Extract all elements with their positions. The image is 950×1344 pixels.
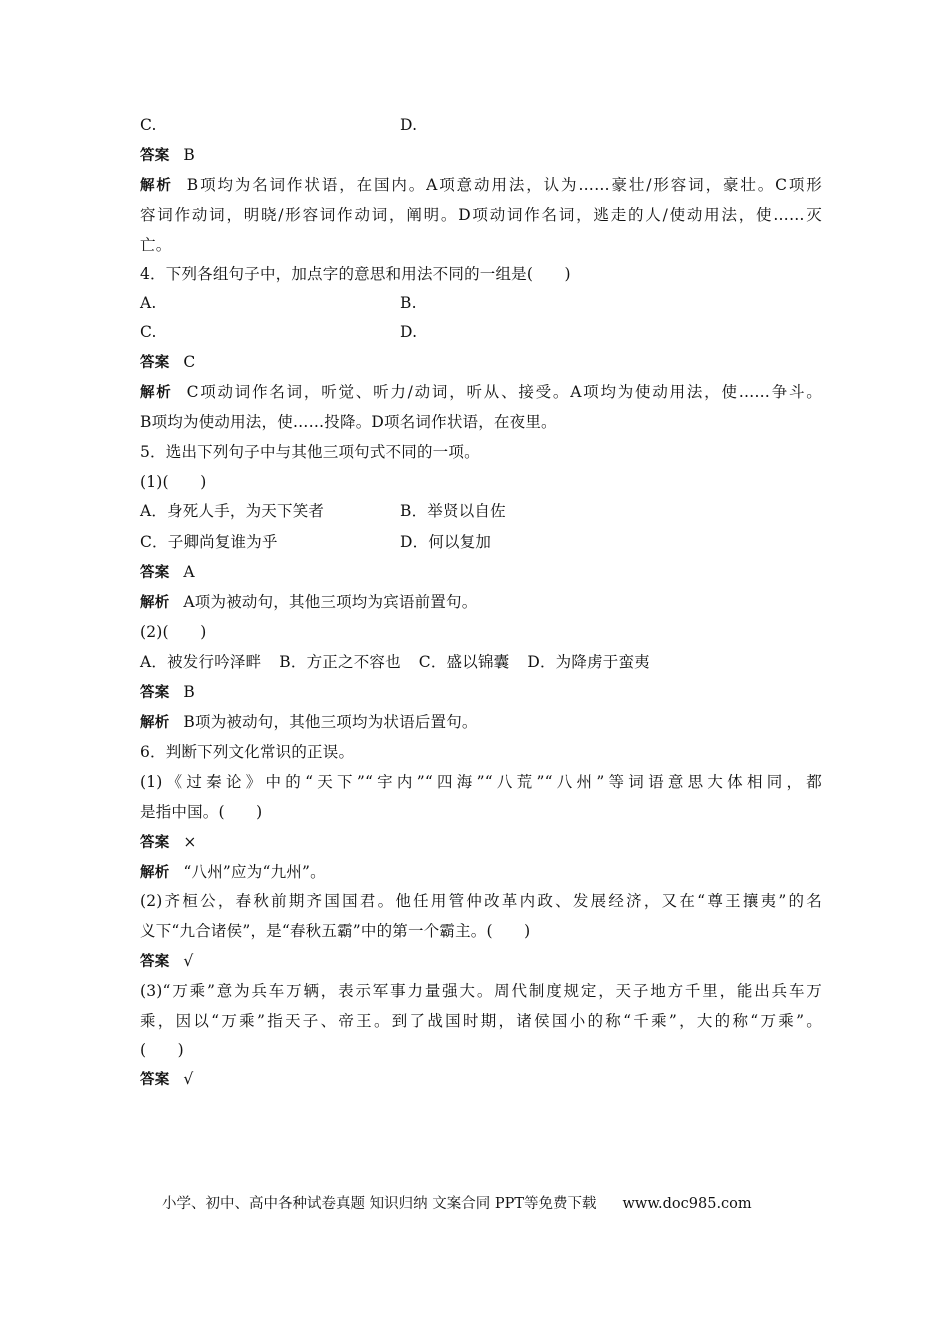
q3-analysis-line-3: 亡。: [140, 236, 172, 254]
q5-sub2-option-d: D．为降虏于蛮夷: [527, 653, 650, 671]
q6-item1-answer: [140, 832, 820, 853]
q5-sub1-option-d: D．何以复加: [400, 533, 492, 551]
answer-label: 答案: [140, 565, 170, 581]
q4-option-c: C.: [140, 323, 157, 341]
page-footer: [162, 1192, 802, 1213]
q5-sub2-option-b: B．方正之不容也: [279, 653, 401, 671]
analysis-text: “八州”应为“九州”。: [183, 863, 326, 881]
q5-sub1-option-b: B．举贤以自佐: [400, 502, 506, 520]
q4-analysis-line-2: B项均为使动用法，使……投降。D项名词作状语，在夜里。: [140, 413, 557, 431]
footer-url[interactable]: www.doc985.com: [622, 1196, 752, 1212]
q6-item1-line-1: (1)《过秦论》中的“天下”“宇内”“四海”“八荒”“八州”等词语意思大体相同，都: [140, 773, 822, 791]
q5-sub2-stem: (2)( ): [140, 623, 207, 641]
q6-item1-line-2: 是指中国。( ): [140, 803, 263, 821]
answer-value: A: [183, 563, 195, 581]
analysis-text: B项均为名词作状语，在国内。A项意动用法，认为……豪壮/形容词，豪壮。C项形: [186, 176, 822, 194]
analysis-text: C项动词作名词，听觉、听力/动词，听从、接受。A项均为使动用法，使……争斗。: [186, 383, 822, 401]
answer-label: 答案: [140, 954, 170, 970]
q6-item2-line-1: (2)齐桓公，春秋前期齐国国君。他任用管仲改革内政、发展经济，又在“尊王攘夷”的名: [140, 892, 822, 910]
answer-label: 答案: [140, 685, 170, 701]
footer-text: 小学、初中、高中各种试卷真题 知识归纳 文案合同 PPT等免费下载: [162, 1196, 597, 1212]
q6-item2-line-2: 义下“九合诸侯”，是“春秋五霸”中的第一个霸主。( ): [140, 922, 531, 940]
q6-item1-analysis: [140, 862, 820, 883]
answer-value: C: [183, 353, 196, 371]
q6-question: 6．判断下列文化常识的正误。: [140, 743, 355, 761]
q5-sub2-option-a: A．被发行吟泽畔: [140, 653, 262, 671]
q5-question: 5．选出下列句子中与其他三项句式不同的一项。: [140, 443, 480, 461]
q4-answer: [140, 352, 820, 373]
answer-value: ×: [183, 833, 197, 851]
q6-item3-line-2: 乘，因以“万乘”指天子、帝王。到了战国时期，诸侯国小的称“千乘”，大的称“万乘”。: [140, 1012, 822, 1030]
q6-item3-answer: [140, 1069, 820, 1090]
q3-options-cd: [140, 115, 820, 135]
answer-label: 答案: [140, 355, 170, 371]
q5-sub2-answer: [140, 682, 820, 703]
q4-question: 4．下列各组句子中，加点字的意思和用法不同的一组是( ): [140, 265, 571, 283]
answer-label: 答案: [140, 1072, 170, 1088]
analysis-label: 解析: [140, 595, 170, 611]
q3-analysis-line-2: 容词作动词，明晓/形容词作动词，阐明。D项动词作名词，逃走的人/使动用法，使……灭: [140, 206, 822, 224]
q4-option-d: D.: [400, 323, 418, 341]
analysis-label: 解析: [140, 385, 173, 401]
q5-sub2-options: [140, 652, 820, 672]
answer-value: √: [183, 1070, 194, 1088]
q4-option-b: B.: [400, 294, 417, 312]
analysis-label: 解析: [140, 865, 170, 881]
q3-answer: [140, 145, 820, 166]
q6-item3-line-1: (3)“万乘”意为兵车万辆，表示军事力量强大。周代制度规定，天子地方千里，能出兵车万: [140, 982, 822, 1000]
analysis-label: 解析: [140, 715, 170, 731]
answer-value: √: [183, 952, 194, 970]
q4-analysis-line-1: [140, 382, 822, 403]
q4-option-a: A.: [140, 294, 157, 312]
q4-options-cd: [140, 322, 820, 342]
q5-sub1-stem: (1)( ): [140, 473, 207, 491]
q4-options-ab: [140, 293, 820, 313]
answer-label: 答案: [140, 835, 170, 851]
q5-sub1-option-c: C．子卿尚复谁为乎: [140, 533, 278, 551]
q5-sub1-analysis: [140, 592, 820, 613]
q3-option-c: C.: [140, 116, 157, 134]
q5-sub1-options-cd: [140, 532, 820, 552]
q3-analysis-line-1: [140, 175, 822, 196]
answer-value: B: [183, 146, 195, 164]
analysis-text: A项为被动句，其他三项均为宾语前置句。: [183, 593, 478, 611]
answer-label: 答案: [140, 148, 170, 164]
q3-option-d: D.: [400, 116, 418, 134]
q5-sub2-analysis: [140, 712, 820, 733]
q5-sub1-options-ab: [140, 501, 820, 521]
analysis-text: B项为被动句，其他三项均为状语后置句。: [183, 713, 478, 731]
q6-item2-answer: [140, 951, 820, 972]
answer-value: B: [183, 683, 195, 701]
q5-sub1-option-a: A．身死人手，为天下笑者: [140, 502, 325, 520]
analysis-label: 解析: [140, 178, 173, 194]
q6-item3-line-3: ( ): [140, 1041, 184, 1059]
q5-sub1-answer: [140, 562, 820, 583]
q5-sub2-option-c: C．盛以锦囊: [418, 653, 510, 671]
